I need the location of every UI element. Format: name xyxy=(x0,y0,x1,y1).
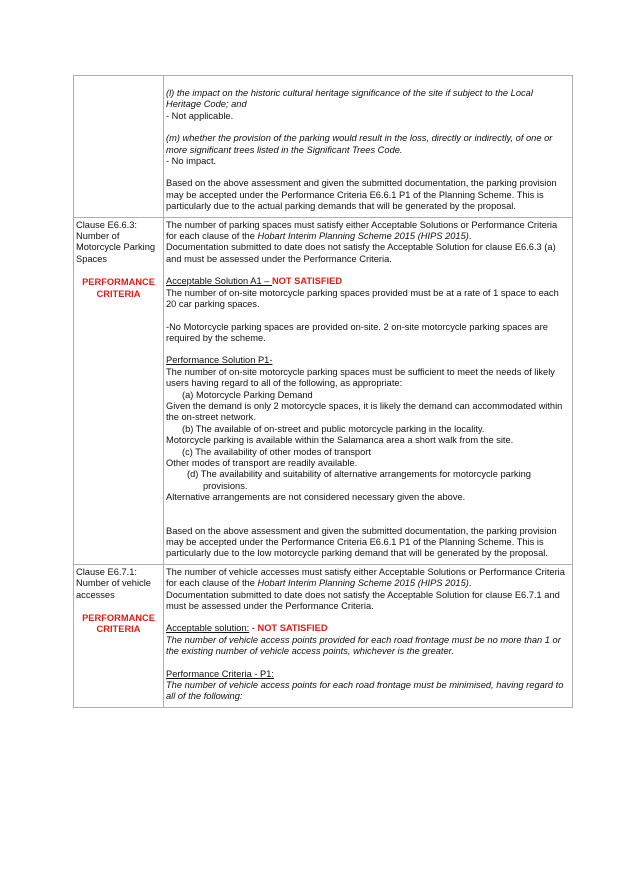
status-badge: - NOT SATISFIED xyxy=(249,623,328,634)
criterion-m: (m) whether the provision of the parking would result in the loss, directly or indirectly, of one or more significant trees listed in the Significant Trees Code. xyxy=(166,133,553,155)
acceptable-solution-heading: Acceptable Solution A1 – NOT SATISFIED xyxy=(166,276,343,287)
table-row xyxy=(74,217,573,564)
conclusion-text: Based on the above assessment and given the submitted documentation, the parking provision may be accepted under the Performance Criteria E6.6.1 P1 of the Planning Scheme. This is particularly due to the actual parking demands that will be generated by the proposal. xyxy=(166,178,557,212)
documentation-text: Documentation submitted to date does not satisfy the Acceptable Solution for clause E6.6.3 (a) and must be assessed under the Performance Criteria. xyxy=(166,242,556,264)
criteria-label: PERFORMANCE CRITERIA xyxy=(82,613,155,635)
documentation-text: Documentation submitted to date does not satisfy the Acceptable Solution for clause E6.7.1 and must be assessed under the Performance Criteria. xyxy=(166,589,560,612)
intro-text: The number of parking spaces must satisfy either Acceptable Solutions or Performance Criteria for each clause of the Hobart Interim Planning Scheme 2015 (HIPS 2015). xyxy=(166,219,558,242)
assessment-cell xyxy=(164,217,573,564)
assessment-cell xyxy=(164,564,573,707)
acceptable-solution-text: The number of on-site motorcycle parking spaces provided must be at a rate of 1 space to each 20 car parking spaces. xyxy=(166,287,559,310)
clause-cell xyxy=(74,217,164,564)
list-response: Given the demand is only 2 motorcycle spaces, it is likely the demand can accommodated within the on-street network. xyxy=(166,400,563,423)
table-row xyxy=(74,564,573,707)
status-badge: NOT SATISFIED xyxy=(271,276,343,287)
list-response: Other modes of transport are readily available. xyxy=(166,457,358,468)
performance-criteria-heading: Performance Criteria - P1: xyxy=(166,668,274,679)
acceptable-solution-heading: Acceptable solution: - NOT SATISFIED xyxy=(166,623,328,634)
clause-label: Clause E6.7.1: Number of vehicle accesses xyxy=(76,566,151,600)
criterion-l: (l) the impact on the historic cultural heritage significance of the site if subject to the Local Heritage Code; and xyxy=(166,88,533,110)
list-response: Alternative arrangements are not considered necessary given the above. xyxy=(166,492,466,503)
criterion-l-answer: - Not applicable. xyxy=(166,110,234,121)
performance-criteria-text: The number of vehicle access points for each road frontage must be minimised, having regard to all of the following: xyxy=(166,680,564,702)
performance-solution-text: The number of on-site motorcycle parking spaces must be sufficient to meet the needs of likely users having regard to all of the following, as appropriate: xyxy=(166,366,555,389)
document-page xyxy=(73,75,565,708)
intro-text: The number of vehicle accesses must satisfy either Acceptable Solutions or Performance Criteria for each clause of the Hobart Interim Planning Scheme 2015 (HIPS 2015). xyxy=(166,566,565,589)
table-row xyxy=(74,76,573,218)
clause-cell xyxy=(74,76,164,218)
list-item: (d) The availability and suitability of alternative arrangements for motorcycle parking provisions. xyxy=(187,469,531,491)
list-item: (b) The available of on-street and public motorcycle parking in the locality. xyxy=(182,423,485,434)
acceptable-solution-note: -No Motorcycle parking spaces are provided on-site. 2 on-site motorcycle parking spaces are required by the scheme. xyxy=(166,321,548,343)
list-item: (c) The availability of other modes of transport xyxy=(182,446,371,457)
clause-cell xyxy=(74,564,164,707)
criterion-m-answer: - No impact. xyxy=(166,156,217,167)
clause-label: Clause E6.6.3: Number of Motorcycle Parking Spaces xyxy=(76,219,156,264)
assessment-table xyxy=(73,75,573,708)
list-item: (a) Motorcycle Parking Demand xyxy=(182,389,313,400)
acceptable-solution-text: The number of vehicle access points provided for each road frontage must be no more than 1 or the existing number of vehicle access points, whichever is the greater. xyxy=(166,634,561,657)
performance-solution-heading: Performance Solution P1- xyxy=(166,355,273,366)
list-response: Motorcycle parking is available within the Salamanca area a short walk from the site. xyxy=(166,435,514,446)
conclusion-text: Based on the above assessment and given the submitted documentation, the parking provision may be accepted under the Performance Criteria E6.6.1 P1 of the Planning Scheme. This is particularly due to the low motorcycle parking demand that will be generated by the proposal. xyxy=(166,525,557,559)
criteria-label: PERFORMANCE CRITERIA xyxy=(82,277,155,299)
assessment-cell xyxy=(164,76,573,218)
